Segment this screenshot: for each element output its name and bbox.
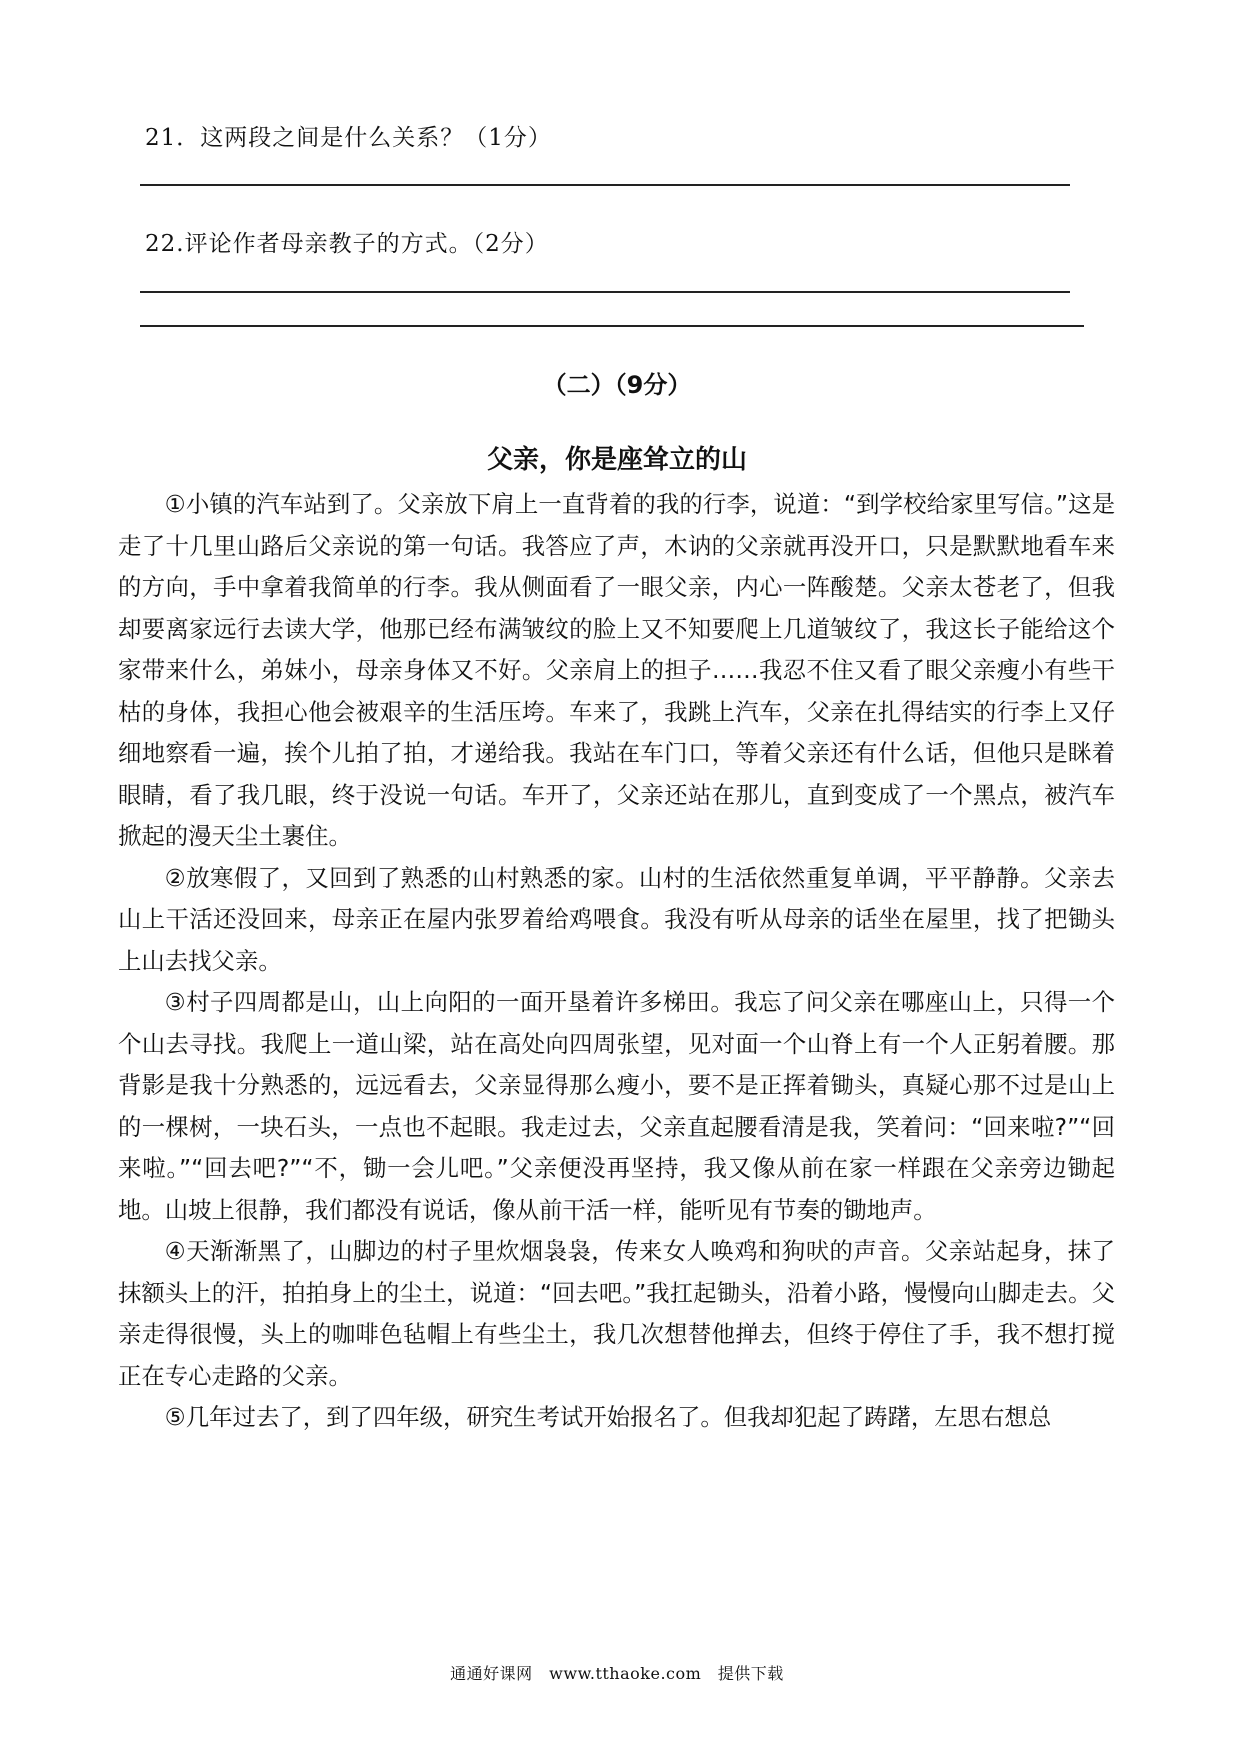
section-heading: （二）（9分） bbox=[542, 371, 692, 399]
article-body bbox=[118, 484, 1115, 1439]
question-21: 21．这两段之间是什么关系？（1分） bbox=[145, 125, 552, 151]
paragraph-4: ④天渐渐黑了，山脚边的村子里炊烟袅袅，传来女人唤鸡和狗吠的声音。父亲站起身，抹了抹额头上的汗，拍拍身上的尘土，说道：“回去吧。”我扛起锄头，沿着小路，慢慢向山脚走去。父亲走得很慢，头上的咖啡色毡帽上有些尘土，我几次想替他掸去，但终于停住了手，我不想打搅正在专心走路的父亲。 bbox=[118, 1237, 1115, 1390]
paragraph-1: ①小镇的汽车站到了。父亲放下肩上一直背着的我的行李，说道：“到学校给家里写信。”这是走了十几里山路后父亲说的第一句话。我答应了声，木讷的父亲就再没开口，只是默默地看车来的方向，手中拿着我简单的行李。我从侧面看了一眼父亲，内心一阵酸楚。父亲太苍老了，但我却要离家远行去读大学，他那已经布满皱纹的脸上又不知要爬上几道皱纹了，我这长子能给这个家带来什么，弟妹小，母亲身体又不好。父亲肩上的担子……我忍不住又看了眼父亲瘦小有些干枯的身体，我担心他会被艰辛的生活压垮。车来了，我跳上汽车，父亲在扎得结实的行李上又仔细地察看一遍，挨个儿拍了拍，才递给我。我站在车门口，等着父亲还有什么话，但他只是眯着眼睛，看了我几眼，终于没说一句话。车开了，父亲还站在那儿，直到变成了一个黑点，被汽车掀起的漫天尘土裹住。 bbox=[118, 490, 1115, 850]
answer-line-22-b bbox=[140, 325, 1084, 327]
question-22: 22.评论作者母亲教子的方式。（2分） bbox=[145, 231, 549, 257]
paragraph-2: ②放寒假了，又回到了熟悉的山村熟悉的家。山村的生活依然重复单调，平平静静。父亲去山上干活还没回来，母亲正在屋内张罗着给鸡喂食。我没有听从母亲的话坐在屋里，找了把锄头上山去找父亲。 bbox=[118, 863, 1115, 975]
paragraph-3: ③村子四周都是山，山上向阳的一面开垦着许多梯田。我忘了问父亲在哪座山上，只得一个个山去寻找。我爬上一道山梁，站在高处向四周张望，见对面一个山脊上有一个人正躬着腰。那背影是我十分熟悉的，远远看去，父亲显得那么瘦小，要不是正挥着锄头，真疑心那不过是山上的一棵树，一块石头，一点也不起眼。我走过去，父亲直起腰看清是我，笑着问：“回来啦?”“回来啦。”“回去吧?”“不，锄一会儿吧。”父亲便没再坚持，我又像从前在家一样跟在父亲旁边锄起地。山坡上很静，我们都没有说话，像从前干活一样，能听见有节奏的锄地声。 bbox=[118, 988, 1115, 1224]
paragraph-5: ⑤几年过去了，到了四年级，研究生考试开始报名了。但我却犯起了踌躇，左思右想总 bbox=[164, 1403, 1052, 1431]
answer-line-21 bbox=[140, 184, 1070, 186]
article-title: 父亲，你是座耸立的山 bbox=[486, 445, 747, 475]
footer: 通通好课网 www.tthaoke.com 提供下载 bbox=[450, 1664, 784, 1683]
answer-line-22-a bbox=[140, 291, 1070, 293]
